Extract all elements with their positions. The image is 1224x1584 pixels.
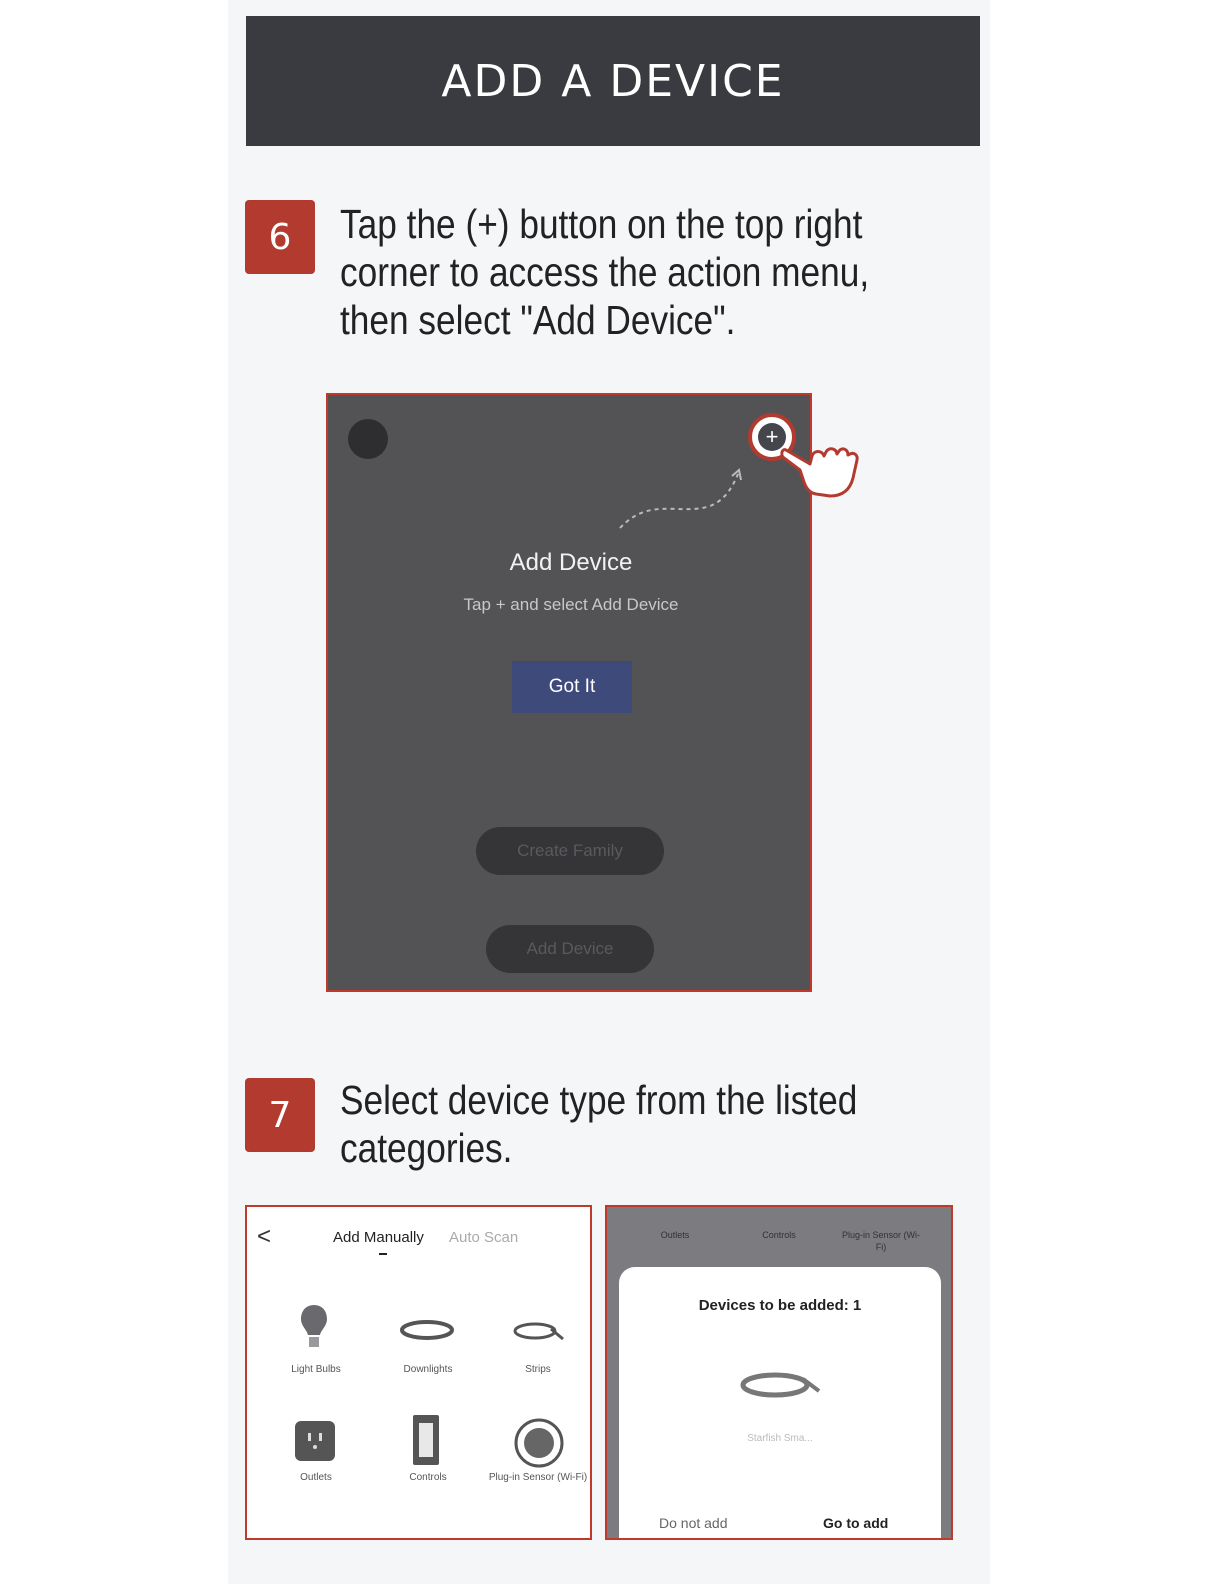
step-6-badge: 6 — [245, 200, 315, 274]
tab-auto-scan[interactable]: Auto Scan — [449, 1229, 519, 1246]
back-icon[interactable]: < — [257, 1223, 272, 1250]
category-label[interactable]: Plug-in Sensor (Wi-Fi) — [488, 1472, 588, 1483]
page-title: ADD A DEVICE — [246, 16, 980, 146]
light-bulb-icon — [299, 1303, 329, 1353]
strip-icon — [511, 1319, 567, 1345]
category-label[interactable]: Outlets — [300, 1472, 332, 1483]
add-device-title: Add Device — [509, 549, 633, 576]
category-label[interactable]: Strips — [525, 1364, 551, 1375]
dialog-title: Devices to be added: 1 — [698, 1297, 862, 1314]
step-6-text: Tap the (+) button on the top right corner to access the action menu, then select "Add Device". — [340, 201, 870, 343]
category-screenshot — [245, 1205, 592, 1540]
add-device-subtitle: Tap + and select Add Device — [463, 595, 679, 614]
do-not-add-button[interactable]: Do not add — [659, 1515, 728, 1531]
avatar — [348, 419, 388, 459]
device-name: Starfish Sma... — [747, 1433, 813, 1444]
pointing-hand-icon — [780, 436, 864, 502]
dashed-arrow-icon — [610, 466, 750, 536]
control-switch-icon — [411, 1413, 441, 1467]
category-label[interactable]: Light Bulbs — [291, 1364, 341, 1375]
confirm-screenshot — [605, 1205, 953, 1540]
create-family-button[interactable]: Create Family — [476, 827, 664, 875]
step-7-badge: 7 — [245, 1078, 315, 1152]
go-to-add-button[interactable]: Go to add — [823, 1515, 889, 1531]
downlight-icon — [399, 1319, 455, 1341]
top-category-label: Controls — [762, 1230, 796, 1240]
add-device-button[interactable]: Add Device — [486, 925, 654, 973]
plus-icon: + — [758, 423, 786, 451]
got-it-button[interactable]: Got It — [512, 661, 632, 713]
outlet-icon — [293, 1419, 337, 1463]
category-label[interactable]: Controls — [409, 1472, 447, 1483]
category-label[interactable]: Downlights — [403, 1364, 453, 1375]
tab-indicator — [379, 1253, 387, 1255]
top-category-label: Plug-in Sensor (Wi-Fi) — [841, 1230, 921, 1252]
step-7-text: Select device type from the listed categories. — [340, 1077, 858, 1171]
confirm-dialog — [619, 1267, 941, 1540]
sensor-icon — [513, 1417, 565, 1469]
light-strip-icon — [739, 1367, 823, 1403]
tab-add-manually[interactable]: Add Manually — [333, 1229, 424, 1246]
top-category-label: Outlets — [660, 1230, 690, 1240]
